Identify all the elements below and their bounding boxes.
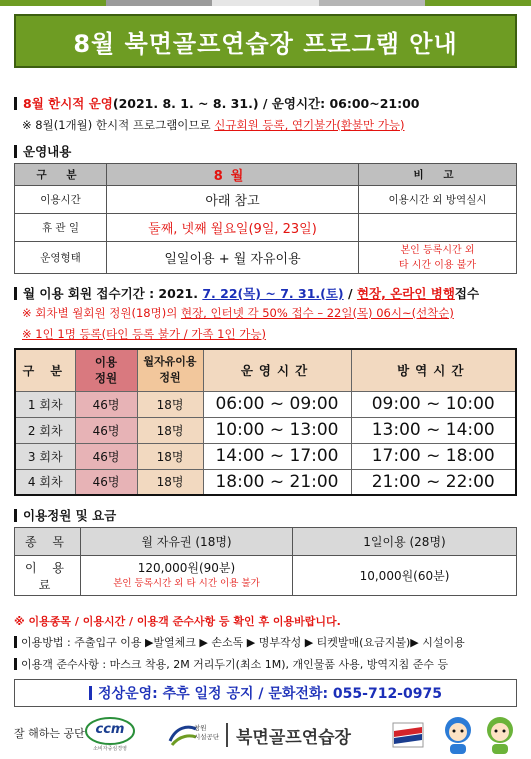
operation-contact-box bbox=[14, 679, 517, 707]
section-bar-icon bbox=[14, 97, 17, 110]
fees-row bbox=[15, 556, 517, 596]
row-label: 이용시간 bbox=[15, 186, 107, 214]
operation-content-table bbox=[14, 163, 517, 274]
usage-method-text: 이용방법 : 주출입구 이용 ▶발열체크 ▶ 손소독 ▶ 명부작성 ▶ 티켓발매(요금지불)▶ 시설이용 bbox=[21, 636, 465, 649]
section-bar-icon bbox=[14, 509, 17, 522]
changwon-logo bbox=[168, 721, 222, 747]
prevention-time-cell: 17:00 ~ 18:00 bbox=[351, 443, 516, 469]
capacity-cell: 46명 bbox=[75, 391, 137, 417]
separator: / bbox=[343, 286, 357, 301]
operating-time-cell: 14:00 ~ 17:00 bbox=[203, 443, 351, 469]
operating-time-cell: 10:00 ~ 13:00 bbox=[203, 417, 351, 443]
footer bbox=[0, 711, 531, 759]
table-row bbox=[15, 186, 517, 214]
monthly-note: 본인 등록시간 외 타 시간 이용 불가 bbox=[113, 577, 260, 589]
monthly-capacity-cell: 18명 bbox=[137, 469, 203, 495]
header-operating-time: 운영시간 bbox=[203, 349, 351, 391]
table-row bbox=[15, 469, 516, 495]
remark-line: 본인 등록시간 외 bbox=[400, 244, 475, 256]
operating-time-cell: 06:00 ~ 09:00 bbox=[203, 391, 351, 417]
flag-emblem bbox=[392, 721, 424, 751]
prevention-time-cell: 09:00 ~ 10:00 bbox=[351, 391, 516, 417]
round-cell: 4 회차 bbox=[15, 469, 75, 495]
section-temporary-operation bbox=[14, 94, 420, 112]
top-color-stripe bbox=[0, 0, 531, 6]
registration-note-text: ※ 회차별 월회원 정원(18명)의 bbox=[22, 306, 181, 320]
section-bar-icon bbox=[14, 636, 17, 648]
monthly-price: 120,000원(90분) bbox=[137, 560, 236, 575]
round-cell: 3 회차 bbox=[15, 443, 75, 469]
round-cell: 2 회차 bbox=[15, 417, 75, 443]
mascot-green-icon bbox=[480, 714, 520, 756]
table-header-row bbox=[15, 164, 517, 186]
section-registration-period bbox=[14, 284, 479, 302]
daily-price: 10,000원(60분) bbox=[293, 556, 517, 596]
page-title: 8월 북면골프연습장 프로그램 안내 bbox=[73, 29, 458, 58]
flag-icon bbox=[392, 721, 424, 751]
prevention-time-cell: 21:00 ~ 22:00 bbox=[351, 469, 516, 495]
capacity-cell: 46명 bbox=[75, 417, 137, 443]
header-round: 구 분 bbox=[15, 349, 75, 391]
registration-note-2: ※ 1인 1명 등록(타인 등록 불가 / 가족 1인 가능) bbox=[22, 327, 266, 341]
temporary-note bbox=[22, 117, 405, 133]
row-value: 일일이용 + 월 자유이용 bbox=[107, 242, 359, 274]
confirmation-notice: ※ 이용종목 / 이용시간 / 이용객 준수사항 등 확인 후 이용바랍니다. bbox=[14, 615, 341, 628]
mascot-green bbox=[480, 714, 520, 756]
visitor-rules bbox=[14, 656, 448, 672]
header-august: 8월 bbox=[107, 164, 359, 186]
table-row bbox=[15, 242, 517, 274]
fees-heading: 이용정원 및 요금 bbox=[23, 508, 117, 523]
table-row bbox=[15, 443, 516, 469]
fees-table bbox=[14, 527, 517, 596]
header-category: 구 분 bbox=[15, 164, 107, 186]
registration-suffix: 접수 bbox=[454, 286, 480, 301]
monthly-capacity-cell: 18명 bbox=[137, 417, 203, 443]
row-value: 아래 참고 bbox=[107, 186, 359, 214]
monthly-capacity-cell: 18명 bbox=[137, 391, 203, 417]
temporary-note-text: ※ 8월(1개월) 한시적 프로그램이므로 bbox=[22, 118, 215, 132]
usage-method bbox=[14, 634, 465, 650]
temporary-note-highlight: 신규회원 등록, 연기불가(환불만 가능) bbox=[214, 118, 405, 132]
section-bar-icon bbox=[14, 658, 17, 670]
section-fees bbox=[14, 506, 116, 524]
remark-line: 타 시간 이용 불가 bbox=[398, 259, 477, 271]
footer-slogan: 잘 해하는 공단 bbox=[14, 727, 85, 740]
operation-content-heading: 운영내용 bbox=[23, 144, 72, 159]
header-monthly-capacity: 월자유이용 정원 bbox=[137, 349, 203, 391]
section-bar-icon bbox=[14, 145, 17, 158]
footer-org-name: 북면골프연습장 bbox=[236, 728, 351, 748]
temporary-operation-label: 8월 한시적 운영 bbox=[23, 96, 113, 111]
section-bar-icon bbox=[14, 287, 17, 300]
visitor-rules-text: 이용객 준수사항 : 마스크 착용, 2M 거리두기(최소 1M), 개인물품 사용, 방역지침 준수 등 bbox=[21, 658, 449, 671]
footer-divider bbox=[226, 723, 228, 747]
operating-time-cell: 18:00 ~ 21:00 bbox=[203, 469, 351, 495]
capacity-cell: 46명 bbox=[75, 443, 137, 469]
mascot-blue bbox=[438, 714, 478, 756]
org-small-text: 창원 시설공단 bbox=[194, 724, 220, 741]
registration-note-1 bbox=[22, 305, 454, 321]
header-item: 종 목 bbox=[15, 528, 81, 556]
row-label: 휴 관 일 bbox=[15, 214, 107, 242]
mascot-blue-icon bbox=[438, 714, 478, 756]
table-row bbox=[15, 391, 516, 417]
operation-dates: (2021. 8. 1. ~ 8. 31.) / 운영시간: 06:00~21:00 bbox=[112, 96, 420, 111]
registration-dates: 7. 22(목) ~ 7. 31.(토) bbox=[202, 286, 344, 301]
header-capacity: 이용 정원 bbox=[75, 349, 137, 391]
registration-note-highlight: 현장, 인터넷 각 50% 접수 – 22일(목) 06시~(선착순) bbox=[180, 306, 454, 320]
row-remark: 이용시간 외 방역실시 bbox=[359, 186, 517, 214]
row-remark bbox=[359, 242, 517, 274]
fee-label: 이 용 료 bbox=[15, 556, 81, 596]
ccm-subtext: 소비자중심경영 bbox=[93, 746, 127, 752]
ccm-text: ccm bbox=[95, 722, 125, 737]
monthly-capacity-cell: 18명 bbox=[137, 443, 203, 469]
prevention-time-cell: 13:00 ~ 14:00 bbox=[351, 417, 516, 443]
row-value: 둘째, 넷째 월요일(9일, 23일) bbox=[107, 214, 359, 242]
header-monthly-pass: 월 자유권 (18명) bbox=[81, 528, 293, 556]
registration-label: 월 이용 회원 접수기간 : 2021. bbox=[23, 286, 203, 301]
table-row bbox=[15, 417, 516, 443]
table-row bbox=[15, 214, 517, 242]
operation-contact-text: 정상운영: 추후 일정 공지 / 문화전화: 055-712-0975 bbox=[98, 686, 442, 702]
schedule-header-row bbox=[15, 349, 516, 391]
header-daily-use: 1일이용 (28명) bbox=[293, 528, 517, 556]
round-cell: 1 회차 bbox=[15, 391, 75, 417]
row-remark bbox=[359, 214, 517, 242]
title-banner bbox=[14, 14, 517, 68]
header-prevention-time: 방역시간 bbox=[351, 349, 516, 391]
section-bar-icon bbox=[89, 686, 92, 700]
capacity-cell: 46명 bbox=[75, 469, 137, 495]
row-label: 운영형태 bbox=[15, 242, 107, 274]
header-remark: 비 고 bbox=[359, 164, 517, 186]
registration-method: 현장, 온라인 병행 bbox=[356, 286, 455, 301]
schedule-table bbox=[14, 348, 517, 496]
fees-header-row bbox=[15, 528, 517, 556]
ccm-logo bbox=[84, 715, 136, 753]
monthly-fee-cell bbox=[81, 556, 293, 596]
section-operation-content bbox=[14, 142, 71, 160]
